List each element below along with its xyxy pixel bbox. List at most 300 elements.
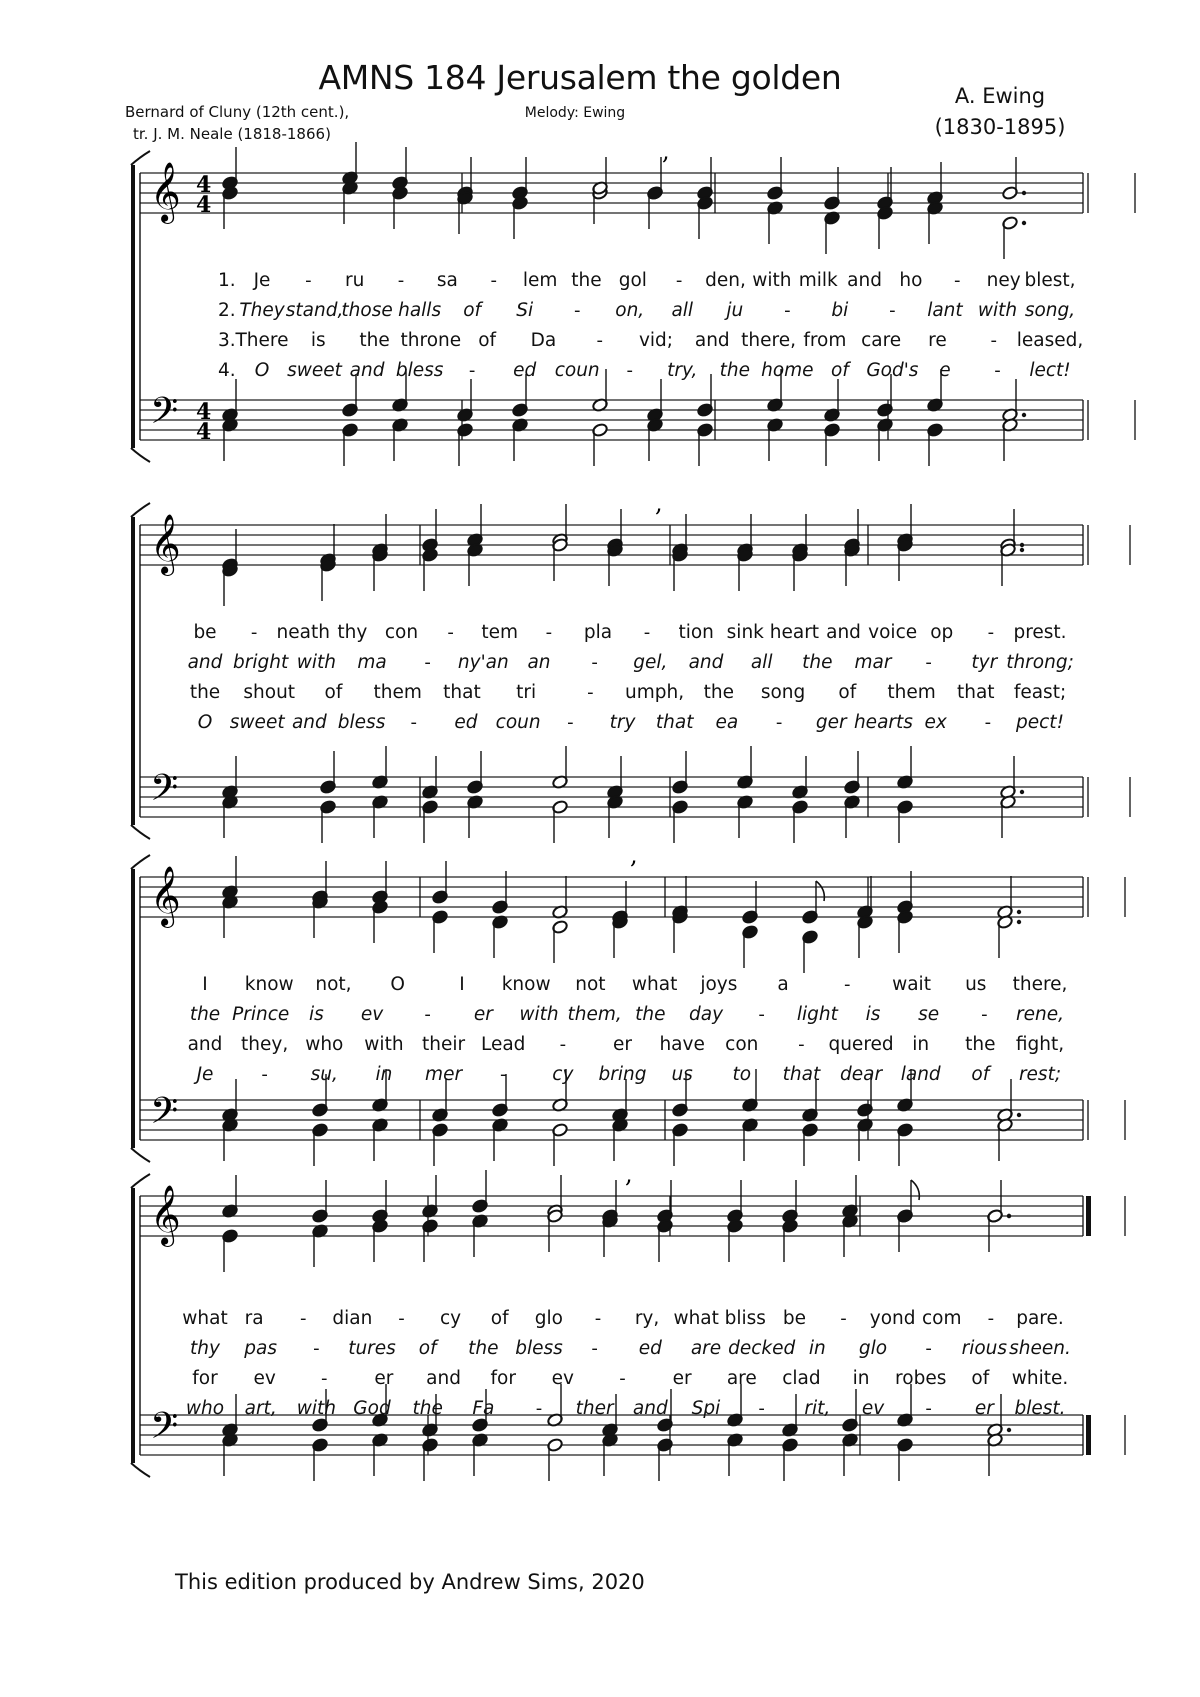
breath-mark-icon: , bbox=[630, 841, 638, 869]
lyric-syllable: the bbox=[359, 330, 390, 351]
lyric-syllable: bliss bbox=[724, 1308, 766, 1329]
lyric-syllable: are bbox=[690, 1338, 722, 1359]
lyric-syllable: in bbox=[852, 1368, 870, 1389]
lyric-syllable: dian bbox=[332, 1308, 373, 1329]
lyric-syllable: lem bbox=[522, 270, 558, 291]
lyric-syllable: of bbox=[463, 300, 482, 321]
lyric-syllable: yond bbox=[869, 1308, 916, 1329]
lyric-hyphen: - bbox=[984, 712, 992, 733]
eighth-flag bbox=[816, 881, 824, 901]
lyric-syllable: with bbox=[364, 1034, 404, 1055]
lyric-hyphen: - bbox=[397, 270, 405, 291]
lyric-syllable: sa bbox=[436, 270, 458, 291]
bracket-bottom-hook bbox=[131, 1463, 150, 1477]
lyric-syllable: voice bbox=[868, 622, 918, 643]
lyric-syllable: stand, bbox=[285, 300, 344, 321]
dot bbox=[1020, 548, 1024, 552]
dot bbox=[1007, 1428, 1011, 1432]
lyric-syllable: feast; bbox=[1013, 682, 1067, 703]
lyric-syllable: who bbox=[305, 1034, 344, 1055]
lyric-syllable: pla bbox=[583, 622, 613, 643]
bracket-top-hook bbox=[131, 503, 150, 517]
bracket-bottom-hook bbox=[131, 825, 150, 839]
lyric-syllable: home bbox=[761, 360, 814, 381]
lyric-syllable: the bbox=[468, 1338, 499, 1359]
lyric-syllable: ju bbox=[726, 300, 744, 321]
lyric-syllable: Si bbox=[516, 300, 534, 321]
dot bbox=[1017, 910, 1021, 914]
lyric-syllable: God's bbox=[866, 360, 919, 381]
lyric-syllable: them bbox=[887, 682, 936, 703]
lyric-syllable: er bbox=[974, 1398, 994, 1419]
lyric-syllable: clad bbox=[782, 1368, 821, 1389]
lyric-syllable: rest; bbox=[1018, 1064, 1062, 1085]
lyric-syllable: robes bbox=[895, 1368, 947, 1389]
lyric-syllable: be bbox=[782, 1308, 806, 1329]
lyric-syllable: be bbox=[193, 622, 217, 643]
verse-number: 3. bbox=[218, 330, 236, 351]
bracket-top-hook bbox=[131, 1174, 150, 1188]
lyric-hyphen: - bbox=[559, 1034, 567, 1055]
treble-clef-icon: 𝄞 bbox=[150, 866, 181, 926]
lyric-syllable: bless bbox=[395, 360, 444, 381]
lyric-hyphen: - bbox=[925, 1398, 932, 1419]
treble-clef-icon: 𝄞 bbox=[150, 162, 181, 222]
lyric-hyphen: - bbox=[490, 270, 497, 291]
lyric-syllable: ev bbox=[360, 1004, 384, 1025]
lyric-syllable: ger bbox=[815, 712, 847, 733]
lyric-syllable: and bbox=[349, 360, 385, 381]
lyric-syllable: sweet bbox=[287, 360, 342, 381]
lyric-hyphen: - bbox=[889, 300, 896, 321]
lyric-syllable: Da bbox=[530, 330, 557, 351]
lyric-syllable: O bbox=[254, 360, 270, 381]
lyric-syllable: of bbox=[838, 682, 857, 703]
lyric-syllable: light bbox=[796, 1004, 838, 1025]
lyric-syllable: ma bbox=[357, 652, 387, 673]
lyric-hyphen: - bbox=[587, 682, 594, 703]
time-signature-denominator: 4 bbox=[196, 192, 212, 218]
bracket-top-hook bbox=[131, 151, 150, 165]
lyric-hyphen: - bbox=[567, 712, 574, 733]
lyric-syllable: quered bbox=[828, 1034, 894, 1055]
lyric-syllable: vid; bbox=[638, 330, 674, 351]
lyric-syllable: bless bbox=[515, 1338, 563, 1359]
composer-dates: (1830-1895) bbox=[934, 115, 1066, 139]
lyric-syllable: cy bbox=[552, 1064, 574, 1085]
lyric-syllable: er bbox=[613, 1034, 632, 1055]
lyric-syllable: glo bbox=[858, 1338, 888, 1359]
lyric-syllable: that bbox=[443, 682, 481, 703]
lyric-syllable: ev bbox=[253, 1368, 276, 1389]
lyric-syllable: Spi bbox=[691, 1398, 721, 1419]
lyric-syllable: bright bbox=[233, 652, 289, 673]
lyric-syllable: mer bbox=[425, 1064, 463, 1085]
lyric-syllable: Prince bbox=[232, 1004, 290, 1025]
lyric-syllable: with bbox=[752, 270, 792, 291]
lyric-hyphen: - bbox=[775, 712, 783, 733]
lyric-hyphen: - bbox=[424, 652, 431, 673]
bass-clef-icon: 𝄢 bbox=[150, 1405, 179, 1456]
lyric-hyphen: - bbox=[545, 622, 553, 643]
lyric-syllable: e bbox=[939, 360, 951, 381]
lyric-syllable: us bbox=[671, 1064, 693, 1085]
lyric-syllable: throne bbox=[400, 330, 462, 351]
lyric-syllable: and bbox=[426, 1368, 461, 1389]
lyric-hyphen: - bbox=[840, 1308, 847, 1329]
lyric-syllable: land bbox=[900, 1064, 941, 1085]
lyric-hyphen: - bbox=[573, 300, 581, 321]
dot bbox=[1022, 191, 1026, 195]
lyric-syllable: and bbox=[187, 652, 223, 673]
lyric-syllable: pas bbox=[244, 1338, 278, 1359]
lyric-hyphen: - bbox=[954, 270, 961, 291]
bracket-bottom-hook bbox=[131, 448, 150, 462]
lyric-hyphen: - bbox=[321, 1368, 328, 1389]
lyric-hyphen: - bbox=[990, 330, 997, 351]
lyric-hyphen: - bbox=[424, 1004, 431, 1025]
lyric-syllable: of bbox=[971, 1368, 990, 1389]
lyric-syllable: the bbox=[189, 682, 221, 703]
lyric-syllable: in bbox=[808, 1338, 826, 1359]
lyric-syllable: they, bbox=[241, 1034, 289, 1055]
lyric-hyphen: - bbox=[981, 1004, 988, 1025]
lyric-syllable: that bbox=[655, 712, 694, 733]
lyric-syllable: umph, bbox=[625, 682, 685, 703]
lyric-syllable: and bbox=[291, 712, 327, 733]
lyric-syllable: know bbox=[244, 974, 294, 995]
lyric-syllable: ex bbox=[924, 712, 947, 733]
lyric-syllable: for bbox=[192, 1368, 218, 1389]
lyric-syllable: care bbox=[861, 330, 902, 351]
lyric-syllable: hearts bbox=[853, 712, 913, 733]
lyric-syllable: and bbox=[688, 652, 724, 673]
lyric-syllable: for bbox=[490, 1368, 516, 1389]
lyric-syllable: not bbox=[575, 974, 606, 995]
verse-number: 1. bbox=[218, 270, 236, 291]
composer-name: A. Ewing bbox=[954, 84, 1046, 108]
lyric-syllable: and bbox=[187, 1034, 223, 1055]
lyric-syllable: the bbox=[719, 360, 750, 381]
lyric-syllable: what bbox=[631, 974, 678, 995]
lyric-syllable: shout bbox=[243, 682, 296, 703]
lyric-syllable: er bbox=[672, 1368, 692, 1389]
time-signature-denominator: 4 bbox=[196, 419, 212, 445]
lyric-hyphen: - bbox=[499, 1064, 507, 1085]
lyric-hyphen: - bbox=[250, 622, 258, 643]
time-signature-numerator: 4 bbox=[196, 172, 212, 198]
lyric-syllable: is bbox=[865, 1004, 881, 1025]
lyric-syllable: I bbox=[202, 974, 208, 995]
lyric-syllable: the bbox=[412, 1398, 443, 1419]
lyric-syllable: try, bbox=[667, 360, 698, 381]
breath-mark-icon: , bbox=[655, 489, 663, 517]
lyric-syllable: and bbox=[826, 622, 861, 643]
lyric-hyphen: - bbox=[410, 712, 417, 733]
lyric-syllable: con bbox=[725, 1034, 759, 1055]
lyric-syllable: white. bbox=[1011, 1368, 1069, 1389]
lyric-syllable: ev bbox=[861, 1398, 885, 1419]
bass-clef-icon: 𝄢 bbox=[150, 1090, 179, 1141]
lyric-hyphen: - bbox=[675, 270, 683, 291]
lyric-syllable: su, bbox=[310, 1064, 338, 1085]
lyric-hyphen: - bbox=[925, 652, 932, 673]
lyric-syllable: art, bbox=[244, 1398, 277, 1419]
lyric-syllable: with bbox=[519, 1004, 559, 1025]
lyric-syllable: O bbox=[197, 712, 213, 733]
dot bbox=[1020, 543, 1024, 547]
bracket-top-hook bbox=[131, 855, 150, 869]
lyric-syllable: are bbox=[726, 1368, 757, 1389]
lyric-syllable: con bbox=[384, 622, 419, 643]
lyric-syllable: of bbox=[418, 1338, 437, 1359]
lyric-syllable: tion bbox=[678, 622, 714, 643]
lyric-syllable: bring bbox=[598, 1064, 647, 1085]
lyric-hyphen: - bbox=[798, 1034, 805, 1055]
lyric-syllable: of bbox=[830, 360, 849, 381]
lyric-syllable: Je bbox=[196, 1064, 214, 1085]
lyric-syllable: joys bbox=[700, 974, 738, 995]
lyric-syllable: tyr bbox=[971, 652, 998, 673]
lyric-hyphen: - bbox=[994, 360, 1001, 381]
lyric-syllable: of bbox=[971, 1064, 990, 1085]
treble-clef-icon: 𝄞 bbox=[150, 1185, 181, 1245]
lyric-syllable: com bbox=[921, 1308, 962, 1329]
lyric-syllable: se bbox=[918, 1004, 940, 1025]
lyric-syllable: all bbox=[750, 652, 773, 673]
lyric-syllable: gol bbox=[618, 270, 647, 291]
dot bbox=[1022, 221, 1026, 225]
lyric-syllable: the bbox=[189, 1004, 221, 1025]
lyric-syllable: there, bbox=[741, 330, 796, 351]
lyric-syllable: coun bbox=[554, 360, 600, 381]
poet-credit-line1: Bernard of Cluny (12th cent.), bbox=[125, 103, 350, 121]
lyric-syllable: sweet bbox=[229, 712, 285, 733]
lyric-syllable: the bbox=[571, 270, 602, 291]
verse-number: 4. bbox=[218, 360, 236, 381]
melody-credit-text: Melody: Ewing bbox=[524, 105, 626, 121]
lyric-hyphen: - bbox=[299, 1308, 307, 1329]
lyric-syllable: ea bbox=[715, 712, 739, 733]
lyric-syllable: that bbox=[782, 1064, 821, 1085]
lyric-syllable: song bbox=[760, 682, 806, 703]
lyric-syllable: O bbox=[390, 974, 405, 995]
lyric-syllable: in bbox=[912, 1034, 930, 1055]
lyric-syllable: of bbox=[324, 682, 343, 703]
lyric-syllable: ry, bbox=[634, 1308, 660, 1329]
lyric-syllable: wait bbox=[892, 974, 931, 995]
lyric-syllable: try bbox=[609, 712, 636, 733]
dot bbox=[1020, 790, 1024, 794]
lyric-syllable: the bbox=[635, 1004, 666, 1025]
lyric-syllable: den, bbox=[705, 270, 746, 291]
lyric-hyphen: - bbox=[784, 300, 791, 321]
lyric-syllable: They bbox=[239, 300, 285, 321]
lyric-hyphen: - bbox=[398, 1308, 405, 1329]
lyric-syllable: is bbox=[308, 1004, 324, 1025]
final-barline bbox=[1086, 1415, 1091, 1455]
lyric-hyphen: - bbox=[305, 270, 312, 291]
lyric-syllable: of bbox=[478, 330, 497, 351]
translator-credit-line2: tr. J. M. Neale (1818-1866) bbox=[133, 125, 331, 143]
lyric-hyphen: - bbox=[591, 1338, 598, 1359]
dot bbox=[1017, 920, 1021, 924]
lyric-syllable: tem bbox=[481, 622, 519, 643]
lyric-syllable: lect! bbox=[1029, 360, 1071, 381]
lyric-syllable: not, bbox=[315, 974, 352, 995]
lyric-syllable: on, bbox=[615, 300, 645, 321]
lyric-syllable: lant bbox=[927, 300, 963, 321]
lyric-syllable: I bbox=[459, 974, 465, 995]
lyric-syllable: er bbox=[473, 1004, 493, 1025]
lyric-syllable: day bbox=[688, 1004, 724, 1025]
lyric-syllable: that bbox=[956, 682, 995, 703]
lyric-syllable: the bbox=[703, 682, 735, 703]
lyric-syllable: op bbox=[930, 622, 954, 643]
lyric-syllable: ho bbox=[899, 270, 923, 291]
lyric-hyphen: - bbox=[594, 1308, 602, 1329]
bass-clef-icon: 𝄢 bbox=[150, 390, 179, 441]
lyric-syllable: Je bbox=[253, 270, 271, 291]
verse-number: 2. bbox=[218, 300, 236, 321]
lyric-syllable: cy bbox=[440, 1308, 462, 1329]
dot bbox=[1022, 413, 1026, 417]
lyric-syllable: ra bbox=[244, 1308, 264, 1329]
lyric-syllable: God bbox=[353, 1398, 391, 1419]
lyric-syllable: who bbox=[185, 1398, 225, 1419]
lyric-syllable: have bbox=[659, 1034, 705, 1055]
lyric-syllable: bless bbox=[337, 712, 386, 733]
edition-credit: This edition produced by Andrew Sims, 2020 bbox=[175, 1570, 645, 1594]
lyric-syllable: sink bbox=[726, 622, 764, 643]
lyric-syllable: them bbox=[373, 682, 422, 703]
lyric-hyphen: - bbox=[758, 1398, 765, 1419]
lyric-syllable: and bbox=[632, 1398, 668, 1419]
lyric-syllable: all bbox=[671, 300, 694, 321]
lyric-syllable: know bbox=[501, 974, 551, 995]
breath-mark-icon: , bbox=[662, 137, 670, 165]
lyric-hyphen: - bbox=[643, 622, 651, 643]
lyric-syllable: the bbox=[802, 652, 833, 673]
lyric-syllable: glo bbox=[534, 1308, 563, 1329]
lyric-syllable: thy bbox=[190, 1338, 220, 1359]
lyric-syllable: them, bbox=[567, 1004, 622, 1025]
lyric-syllable: with bbox=[977, 300, 1018, 321]
lyric-syllable: milk bbox=[798, 270, 838, 291]
lyric-syllable: ev bbox=[551, 1368, 575, 1389]
lyric-syllable: of bbox=[490, 1308, 509, 1329]
lyric-syllable: fight, bbox=[1015, 1034, 1065, 1055]
lyric-syllable: tri bbox=[516, 682, 537, 703]
lyric-syllable: heart bbox=[769, 622, 820, 643]
lyric-syllable: is bbox=[310, 330, 326, 351]
lyric-syllable: an bbox=[527, 652, 551, 673]
lyric-syllable: ny'an bbox=[457, 652, 509, 673]
lyric-syllable: from bbox=[803, 330, 847, 351]
lyric-hyphen: - bbox=[844, 974, 851, 995]
lyric-hyphen: - bbox=[596, 330, 603, 351]
lyric-syllable: rene, bbox=[1016, 1004, 1064, 1025]
lyric-syllable: Fa bbox=[472, 1398, 495, 1419]
lyric-syllable: the bbox=[965, 1034, 996, 1055]
lyric-syllable: ru bbox=[345, 270, 365, 291]
lyric-hyphen: - bbox=[619, 1368, 626, 1389]
dot bbox=[1017, 1113, 1021, 1117]
lyric-syllable: ney bbox=[986, 270, 1021, 291]
lyric-syllable: ed bbox=[454, 712, 478, 733]
lyric-syllable: blest, bbox=[1024, 270, 1076, 291]
lyric-hyphen: - bbox=[468, 360, 476, 381]
lyric-syllable: gel, bbox=[633, 652, 668, 673]
lyric-syllable: er bbox=[374, 1368, 394, 1389]
lyric-syllable: to bbox=[732, 1064, 752, 1085]
lyric-syllable: bi bbox=[831, 300, 849, 321]
lyric-syllable: a bbox=[777, 974, 789, 995]
lyric-syllable: in bbox=[375, 1064, 393, 1085]
hymn-title-text: AMNS 184 Jerusalem the golden bbox=[318, 58, 842, 97]
eighth-flag bbox=[911, 1180, 919, 1200]
lyric-syllable: rit, bbox=[804, 1398, 831, 1419]
lyric-syllable: tures bbox=[348, 1338, 396, 1359]
lyric-syllable: us bbox=[965, 974, 987, 995]
lyric-hyphen: - bbox=[535, 1398, 543, 1419]
breath-mark-icon: , bbox=[625, 1160, 633, 1188]
lyric-syllable: there, bbox=[1012, 974, 1068, 995]
lyric-hyphen: - bbox=[261, 1064, 268, 1085]
lyric-syllable: mar bbox=[854, 652, 892, 673]
bass-clef-icon: 𝄢 bbox=[150, 767, 179, 818]
time-signature-numerator: 4 bbox=[196, 399, 212, 425]
lyric-syllable: rious bbox=[961, 1338, 1008, 1359]
lyric-syllable: re bbox=[928, 330, 947, 351]
lyric-syllable: blest. bbox=[1014, 1398, 1066, 1419]
dot bbox=[1007, 1214, 1011, 1218]
lyric-hyphen: - bbox=[758, 1004, 765, 1025]
lyric-syllable: song, bbox=[1024, 300, 1076, 321]
lyric-syllable: with bbox=[296, 652, 336, 673]
lyric-syllable: throng; bbox=[1006, 652, 1074, 673]
lyric-syllable: and bbox=[694, 330, 730, 351]
treble-clef-icon: 𝄞 bbox=[150, 514, 181, 574]
lyric-syllable: their bbox=[422, 1034, 466, 1055]
lyric-syllable: Lead bbox=[480, 1034, 526, 1055]
bracket-bottom-hook bbox=[131, 1148, 150, 1162]
lyric-syllable: those bbox=[341, 300, 393, 321]
lyric-syllable: neath bbox=[276, 622, 330, 643]
lyric-syllable: There bbox=[235, 330, 289, 351]
lyric-syllable: halls bbox=[398, 300, 442, 321]
lyric-syllable: leased, bbox=[1016, 330, 1084, 351]
lyric-syllable: and bbox=[847, 270, 882, 291]
lyric-syllable: decked bbox=[728, 1338, 796, 1359]
lyric-hyphen: - bbox=[987, 1308, 995, 1329]
lyric-syllable: ther bbox=[575, 1398, 614, 1419]
lyric-syllable: dear bbox=[840, 1064, 883, 1085]
lyric-syllable: what bbox=[182, 1308, 228, 1329]
lyric-syllable: ed bbox=[638, 1338, 662, 1359]
lyric-syllable: with bbox=[296, 1398, 336, 1419]
lyric-hyphen: - bbox=[313, 1338, 320, 1359]
lyric-syllable: sheen. bbox=[1009, 1338, 1071, 1359]
lyric-syllable: pare. bbox=[1016, 1308, 1064, 1329]
lyric-syllable: what bbox=[673, 1308, 719, 1329]
lyric-syllable: coun bbox=[495, 712, 541, 733]
lyric-hyphen: - bbox=[591, 652, 598, 673]
lyric-syllable: thy bbox=[337, 622, 368, 643]
lyric-hyphen: - bbox=[925, 1338, 932, 1359]
lyric-syllable: prest. bbox=[1013, 622, 1067, 643]
final-barline bbox=[1086, 1196, 1091, 1236]
